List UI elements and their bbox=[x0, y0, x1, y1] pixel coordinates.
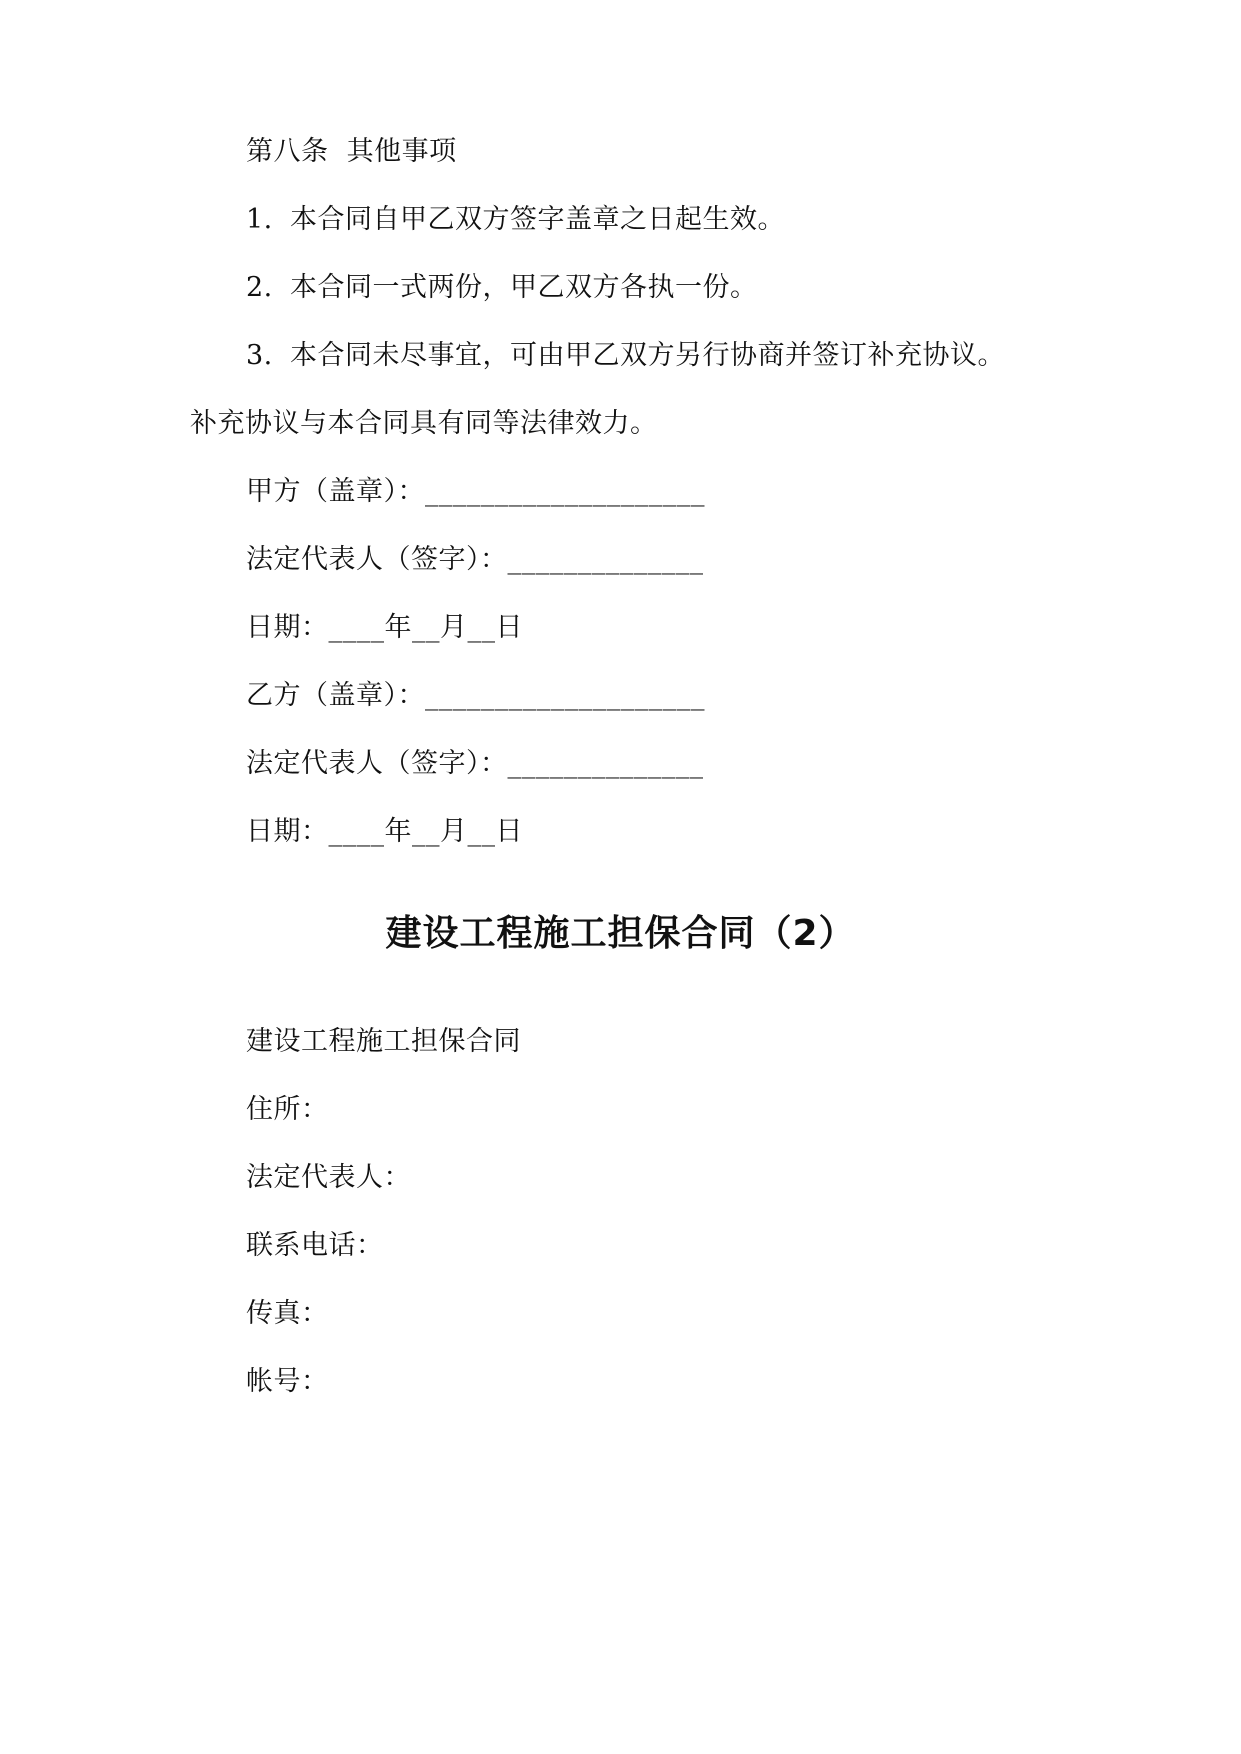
clause-number: 3. bbox=[246, 340, 273, 371]
party-a-date-line: 日期：____年__月__日 bbox=[246, 612, 523, 643]
clause-number: 2. bbox=[246, 272, 273, 303]
clause-continuation: 补充协议与本合同具有同等法律效力。 bbox=[190, 408, 658, 439]
clause-item-2 bbox=[246, 270, 758, 306]
contract-title: 建设工程施工担保合同（2） bbox=[385, 913, 856, 954]
party-a-representative-line: 法定代表人（签字）：______________ bbox=[246, 544, 704, 575]
clause-text: 本合同自甲乙双方签字盖章之日起生效。 bbox=[290, 204, 785, 235]
contract-subtitle: 建设工程施工担保合同 bbox=[246, 1026, 521, 1057]
party-b-date-line: 日期：____年__月__日 bbox=[246, 816, 523, 847]
legal-rep-field-label: 法定代表人： bbox=[246, 1162, 411, 1193]
article-heading: 第八条 其他事项 bbox=[246, 136, 457, 167]
clause-item-3 bbox=[246, 338, 1005, 374]
account-field-label: 帐号： bbox=[246, 1366, 329, 1397]
clause-text: 本合同未尽事宜，可由甲乙双方另行协商并签订补充协议。 bbox=[290, 340, 1005, 371]
address-field-label: 住所： bbox=[246, 1094, 329, 1125]
party-a-seal-line: 甲方（盖章）：____________________ bbox=[246, 476, 705, 507]
clause-number: 1. bbox=[246, 204, 273, 235]
party-b-representative-line: 法定代表人（签字）：______________ bbox=[246, 748, 704, 779]
fax-field-label: 传真： bbox=[246, 1298, 329, 1329]
clause-text: 本合同一式两份，甲乙双方各执一份。 bbox=[290, 272, 758, 303]
party-b-seal-line: 乙方（盖章）：____________________ bbox=[246, 680, 705, 711]
phone-field-label: 联系电话： bbox=[246, 1230, 384, 1261]
clause-item-1 bbox=[246, 202, 785, 238]
